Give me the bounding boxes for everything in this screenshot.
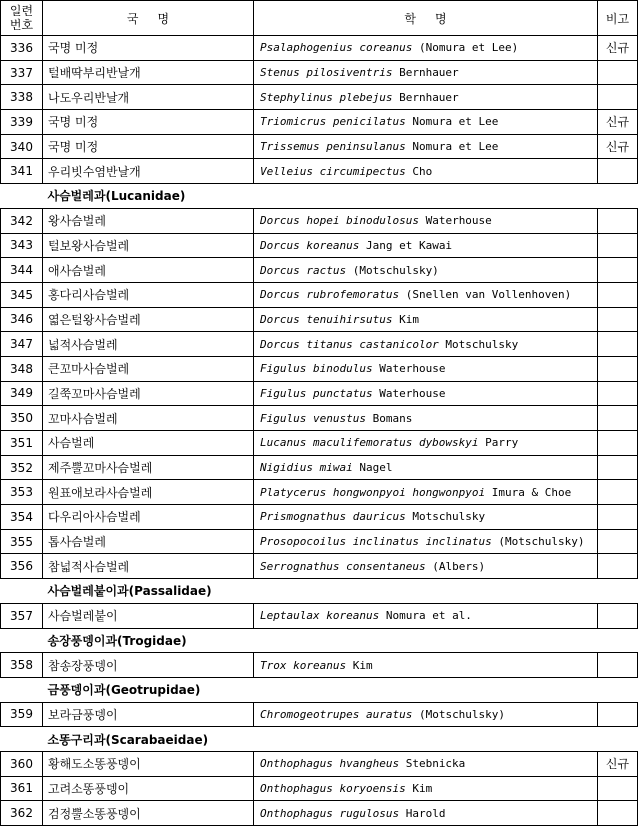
- scientific-name-cell: [254, 134, 598, 159]
- family-heading-spacer: [1, 628, 43, 653]
- table-row: [1, 480, 638, 505]
- korean-name-cell: 나도우리반날개: [43, 85, 254, 110]
- scientific-author: Parry: [478, 436, 519, 450]
- table-row: [1, 702, 638, 727]
- scientific-binomial: Trissemus peninsulanus: [260, 140, 406, 154]
- korean-name-cell: 사슴벌레: [43, 431, 254, 456]
- header-remarks: [598, 1, 638, 36]
- scientific-name-cell: [254, 529, 598, 554]
- serial-number-cell: 353: [1, 480, 43, 505]
- scientific-author: Cho: [405, 164, 433, 178]
- table-row: [1, 110, 638, 135]
- scientific-author: Motschulsky: [405, 510, 486, 524]
- remarks-cell: [598, 406, 638, 431]
- remarks-cell: [598, 603, 638, 628]
- scientific-author: Bernhauer: [392, 90, 459, 104]
- serial-number-cell: 350: [1, 406, 43, 431]
- korean-name-cell: 참넓적사슴벌레: [43, 554, 254, 579]
- table-row: [1, 455, 638, 480]
- table-row: [1, 406, 638, 431]
- table-row: [1, 653, 638, 678]
- remarks-cell: [598, 776, 638, 801]
- remarks-cell: [598, 480, 638, 505]
- family-heading: 소똥구리과(Scarabaeidae): [43, 727, 638, 752]
- scientific-author: Imura & Choe: [485, 485, 572, 499]
- scientific-author: Nagel: [352, 461, 393, 475]
- scientific-binomial: Stephylinus plebejus: [260, 90, 393, 104]
- serial-number-cell: 354: [1, 505, 43, 530]
- scientific-binomial: Lucanus maculifemoratus dybowskyi: [260, 436, 479, 450]
- scientific-binomial: Onthophagus hvangheus: [260, 757, 400, 771]
- scientific-name-cell: [254, 307, 598, 332]
- remarks-cell: [598, 356, 638, 381]
- scientific-author: Nomura et Lee: [405, 140, 499, 154]
- korean-name-cell: 우리빗수염반날개: [43, 159, 254, 184]
- korean-name-cell: 제주뿔꼬마사슴벌레: [43, 455, 254, 480]
- korean-name-cell: 사슴벌레붙이: [43, 603, 254, 628]
- scientific-author: Bernhauer: [392, 66, 459, 80]
- scientific-name-cell: [254, 431, 598, 456]
- species-table-body: [1, 1, 638, 826]
- scientific-binomial: Dorcus koreanus: [260, 238, 360, 252]
- serial-number-cell: 359: [1, 702, 43, 727]
- scientific-author: Nomura et al.: [379, 609, 472, 623]
- scientific-author: (Motschulsky): [412, 707, 506, 721]
- scientific-binomial: Trox koreanus: [260, 658, 347, 672]
- remarks-cell: [598, 554, 638, 579]
- scientific-name-cell: [254, 702, 598, 727]
- remarks-cell: [598, 60, 638, 85]
- scientific-author: Motschulsky: [438, 337, 519, 351]
- remarks-cell: [598, 529, 638, 554]
- table-row: [1, 85, 638, 110]
- family-heading-row: [1, 184, 638, 209]
- serial-number-cell: 361: [1, 776, 43, 801]
- serial-number-cell: 338: [1, 85, 43, 110]
- header-serial-number-label: 일련 번호: [9, 4, 34, 32]
- scientific-name-cell: [254, 159, 598, 184]
- serial-number-cell: 358: [1, 653, 43, 678]
- korean-name-cell: 국명 미정: [43, 110, 254, 135]
- family-heading-spacer: [1, 727, 43, 752]
- scientific-name-cell: [254, 603, 598, 628]
- table-row: [1, 332, 638, 357]
- header-serial-number: [1, 1, 43, 36]
- remarks-cell: [598, 505, 638, 530]
- scientific-name-cell: [254, 258, 598, 283]
- scientific-binomial: Prosopocoilus inclinatus inclinatus: [260, 535, 492, 549]
- table-row: [1, 307, 638, 332]
- serial-number-cell: 341: [1, 159, 43, 184]
- table-row: [1, 751, 638, 776]
- remarks-cell: [598, 653, 638, 678]
- scientific-binomial: Dorcus rubrofemoratus: [260, 288, 400, 302]
- family-heading: 사슴벌레붙이과(Passalidae): [43, 579, 638, 604]
- serial-number-cell: 344: [1, 258, 43, 283]
- scientific-name-cell: [254, 36, 598, 61]
- scientific-author: Nomura et Lee: [405, 115, 499, 129]
- table-row: [1, 282, 638, 307]
- scientific-name-cell: [254, 751, 598, 776]
- korean-name-cell: 다우리아사슴벌레: [43, 505, 254, 530]
- serial-number-cell: 339: [1, 110, 43, 135]
- header-scientific-name-label: 학 명: [404, 11, 447, 26]
- korean-name-cell: 큰꼬마사슴벌레: [43, 356, 254, 381]
- scientific-author: (Albers): [425, 559, 486, 573]
- header-scientific-name: [254, 1, 598, 36]
- remarks-cell: [598, 455, 638, 480]
- korean-name-cell: 길쭉꼬마사슴벌레: [43, 381, 254, 406]
- header-korean-name: [43, 1, 254, 36]
- table-row: [1, 776, 638, 801]
- family-heading: 금풍뎅이과(Geotrupidae): [43, 677, 638, 702]
- scientific-name-cell: [254, 554, 598, 579]
- scientific-name-cell: [254, 110, 598, 135]
- table-row: [1, 529, 638, 554]
- korean-name-cell: 보라금풍뎅이: [43, 702, 254, 727]
- remarks-cell: [598, 332, 638, 357]
- table-row: [1, 381, 638, 406]
- family-heading-row: [1, 628, 638, 653]
- serial-number-cell: 352: [1, 455, 43, 480]
- scientific-binomial: Figulus venustus: [260, 411, 366, 425]
- scientific-author: (Snellen van Vollenhoven): [399, 288, 572, 302]
- scientific-binomial: Dorcus titanus castanicolor: [260, 337, 439, 351]
- scientific-name-cell: [254, 208, 598, 233]
- serial-number-cell: 336: [1, 36, 43, 61]
- serial-number-cell: 346: [1, 307, 43, 332]
- scientific-name-cell: [254, 332, 598, 357]
- scientific-author: Stebnicka: [399, 757, 466, 771]
- scientific-author: Kim: [405, 781, 433, 795]
- scientific-binomial: Nigidius miwai: [260, 461, 353, 475]
- korean-name-cell: 넓적사슴벌레: [43, 332, 254, 357]
- family-heading-spacer: [1, 677, 43, 702]
- scientific-binomial: Onthophagus koryoensis: [260, 781, 406, 795]
- scientific-author: Kim: [346, 658, 373, 672]
- table-row: [1, 60, 638, 85]
- serial-number-cell: 356: [1, 554, 43, 579]
- scientific-name-cell: [254, 505, 598, 530]
- scientific-binomial: Prismognathus dauricus: [260, 510, 406, 524]
- remarks-cell: 신규: [598, 110, 638, 135]
- scientific-binomial: Velleius circumipectus: [260, 164, 406, 178]
- scientific-binomial: Serrognathus consentaneus: [260, 559, 426, 573]
- header-remarks-label: 비고: [605, 11, 630, 26]
- remarks-cell: [598, 233, 638, 258]
- serial-number-cell: 362: [1, 801, 43, 826]
- scientific-author: (Motschulsky): [491, 535, 585, 549]
- korean-name-cell: 참송장풍뎅이: [43, 653, 254, 678]
- table-row: [1, 208, 638, 233]
- family-heading-row: [1, 727, 638, 752]
- scientific-author: Jang et Kawai: [359, 238, 453, 252]
- korean-name-cell: 국명 미정: [43, 36, 254, 61]
- scientific-binomial: Dorcus tenuihirsutus: [260, 312, 393, 326]
- remarks-cell: [598, 702, 638, 727]
- scientific-binomial: Psalaphogenius coreanus: [260, 41, 413, 55]
- table-row: [1, 134, 638, 159]
- korean-name-cell: 꼬마사슴벌레: [43, 406, 254, 431]
- scientific-author: (Motschulsky): [346, 263, 439, 277]
- scientific-name-cell: [254, 233, 598, 258]
- family-heading-spacer: [1, 579, 43, 604]
- serial-number-cell: 360: [1, 751, 43, 776]
- remarks-cell: [598, 307, 638, 332]
- table-row: [1, 356, 638, 381]
- serial-number-cell: 340: [1, 134, 43, 159]
- family-heading-spacer: [1, 184, 43, 209]
- serial-number-cell: 342: [1, 208, 43, 233]
- serial-number-cell: 348: [1, 356, 43, 381]
- scientific-author: Harold: [399, 806, 446, 820]
- scientific-name-cell: [254, 406, 598, 431]
- scientific-binomial: Onthophagus rugulosus: [260, 806, 400, 820]
- serial-number-cell: 351: [1, 431, 43, 456]
- scientific-binomial: Triomicrus penicilatus: [260, 115, 406, 129]
- scientific-author: Waterhouse: [372, 362, 446, 376]
- korean-name-cell: 톱사슴벌레: [43, 529, 254, 554]
- scientific-name-cell: [254, 776, 598, 801]
- table-row: [1, 505, 638, 530]
- scientific-author: Kim: [392, 312, 419, 326]
- table-header-row: [1, 1, 638, 36]
- korean-name-cell: 털보왕사슴벌레: [43, 233, 254, 258]
- remarks-cell: [598, 282, 638, 307]
- serial-number-cell: 357: [1, 603, 43, 628]
- scientific-author: Waterhouse: [418, 214, 492, 228]
- scientific-binomial: Dorcus ractus: [260, 263, 347, 277]
- scientific-name-cell: [254, 653, 598, 678]
- table-row: [1, 431, 638, 456]
- remarks-cell: 신규: [598, 134, 638, 159]
- serial-number-cell: 337: [1, 60, 43, 85]
- table-row: [1, 258, 638, 283]
- table-row: [1, 603, 638, 628]
- family-heading-row: [1, 677, 638, 702]
- remarks-cell: [598, 208, 638, 233]
- korean-name-cell: 황해도소똥풍뎅이: [43, 751, 254, 776]
- serial-number-cell: 355: [1, 529, 43, 554]
- scientific-name-cell: [254, 85, 598, 110]
- remarks-cell: [598, 431, 638, 456]
- korean-name-cell: 검정뿔소똥풍뎅이: [43, 801, 254, 826]
- table-row: [1, 554, 638, 579]
- korean-name-cell: 털배딱부리반날개: [43, 60, 254, 85]
- scientific-name-cell: [254, 381, 598, 406]
- scientific-author: Waterhouse: [372, 386, 446, 400]
- korean-name-cell: 왕사슴벌레: [43, 208, 254, 233]
- family-heading-row: [1, 579, 638, 604]
- scientific-binomial: Dorcus hopei binodulosus: [260, 214, 419, 228]
- remarks-cell: 신규: [598, 751, 638, 776]
- scientific-name-cell: [254, 480, 598, 505]
- korean-name-cell: 엷은털왕사슴벌레: [43, 307, 254, 332]
- korean-name-cell: 홍다리사슴벌레: [43, 282, 254, 307]
- korean-name-cell: 국명 미정: [43, 134, 254, 159]
- remarks-cell: 신규: [598, 36, 638, 61]
- family-heading: 사슴벌레과(Lucanidae): [43, 184, 638, 209]
- scientific-binomial: Leptaulax koreanus: [260, 609, 380, 623]
- family-heading: 송장풍뎅이과(Trogidae): [43, 628, 638, 653]
- korean-name-cell: 애사슴벌레: [43, 258, 254, 283]
- serial-number-cell: 343: [1, 233, 43, 258]
- table-row: [1, 36, 638, 61]
- remarks-cell: [598, 801, 638, 826]
- scientific-name-cell: [254, 455, 598, 480]
- serial-number-cell: 345: [1, 282, 43, 307]
- serial-number-cell: 349: [1, 381, 43, 406]
- scientific-binomial: Figulus binodulus: [260, 362, 373, 376]
- korean-name-cell: 고려소똥풍뎅이: [43, 776, 254, 801]
- scientific-binomial: Stenus pilosiventris: [260, 66, 393, 80]
- scientific-author: (Nomura et Lee): [412, 41, 519, 55]
- table-row: [1, 159, 638, 184]
- scientific-name-cell: [254, 801, 598, 826]
- scientific-binomial: Chromogeotrupes auratus: [260, 707, 413, 721]
- remarks-cell: [598, 85, 638, 110]
- serial-number-cell: 347: [1, 332, 43, 357]
- remarks-cell: [598, 258, 638, 283]
- scientific-name-cell: [254, 60, 598, 85]
- remarks-cell: [598, 159, 638, 184]
- table-row: [1, 233, 638, 258]
- korean-name-cell: 원표애보라사슴벌레: [43, 480, 254, 505]
- scientific-name-cell: [254, 282, 598, 307]
- remarks-cell: [598, 381, 638, 406]
- table-row: [1, 801, 638, 826]
- scientific-author: Bomans: [365, 411, 413, 425]
- scientific-binomial: Platycerus hongwonpyoi hongwonpyoi: [260, 485, 486, 499]
- header-korean-name-label: 국 명: [126, 11, 170, 26]
- scientific-binomial: Figulus punctatus: [260, 386, 373, 400]
- scientific-name-cell: [254, 356, 598, 381]
